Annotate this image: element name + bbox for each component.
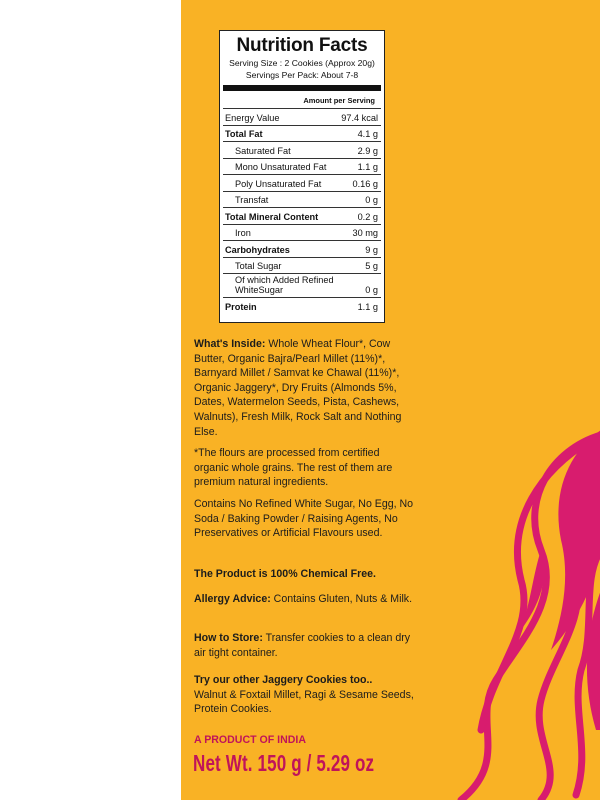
whats-inside-text: Whole Wheat Flour*, Cow Butter, Organic Bajra/Pearl Millet (11%)*, Barnyard Millet / Samvat ke Chawal (11%)*, Organic Jaggery*, Dry Fruits (Almonds 5%, Dates, Watermelon Seeds, Pista, Cashews, Walnuts), Fresh Milk, Rock Salt and Nothing Else. (194, 338, 402, 438)
nutrient-value: 30 mg (352, 228, 378, 238)
other-cookies-text: Walnut & Foxtail Millet, Ragi & Sesame Seeds, Protein Cookies. (194, 688, 414, 716)
whats-inside-paragraph (194, 337, 414, 439)
nutrition-row (223, 159, 381, 175)
net-weight: Net Wt. 150 g / 5.29 oz (193, 750, 375, 776)
nutrition-row (223, 241, 381, 258)
hair-illustration-icon (401, 430, 600, 800)
other-cookies (194, 673, 414, 717)
nutrient-label: Mono Unsaturated Fat (235, 162, 327, 172)
nutrient-value: 97.4 kcal (341, 113, 378, 123)
nutrient-label: Total Sugar (235, 261, 282, 271)
nutrient-value: 1.1 g (357, 302, 378, 312)
nutrient-label: Poly Unsaturated Fat (235, 179, 322, 189)
contains-no-paragraph: Contains No Refined White Sugar, No Egg, No Soda / Baking Powder / Raising Agents, No Preservatives or Artificial Flavours used. (194, 498, 414, 540)
nutrient-label: Transfat (235, 195, 269, 205)
storage-instructions (194, 631, 414, 660)
nutrition-row (223, 142, 381, 159)
nutrition-facts-label (219, 30, 385, 323)
other-cookies-label: Try our other Jaggery Cookies too.. (194, 674, 373, 686)
nutrient-value: 2.9 g (357, 146, 378, 156)
nutrient-value: 1.1 g (357, 162, 378, 172)
nutrient-value: 0.2 g (357, 212, 378, 222)
nutrient-label: Protein (225, 302, 257, 312)
whats-inside-label: What's Inside: (194, 338, 266, 350)
nutrient-value: 0 g (365, 195, 378, 205)
allergy-label: Allergy Advice: (194, 593, 271, 605)
nutrition-row (223, 109, 381, 126)
nutrient-value: 4.1 g (357, 129, 378, 139)
allergy-advice (194, 592, 414, 607)
nutrition-row (223, 298, 381, 314)
nutrient-label: Iron (235, 228, 251, 238)
nutrition-row (223, 208, 381, 225)
chemical-free-statement: The Product is 100% Chemical Free. (194, 568, 376, 580)
nutrition-row (223, 175, 381, 192)
nutrition-row (223, 192, 381, 208)
product-origin: A PRODUCT OF INDIA (194, 734, 307, 746)
servings-per-pack: Servings Per Pack: About 7-8 (245, 70, 359, 80)
nutrition-row (223, 225, 381, 241)
storage-text: Transfer cookies to a clean dry air tight container. (194, 632, 411, 659)
serving-size: Serving Size : 2 Cookies (Approx 20g) (229, 58, 375, 68)
amount-per-serving-header: Amount per Serving (223, 91, 381, 109)
nutrition-row (223, 274, 381, 298)
nutrient-label: Carbohydrates (225, 245, 290, 255)
nutrition-row (223, 258, 381, 274)
storage-label: How to Store: (194, 632, 263, 644)
nutrient-value: 0.16 g (352, 179, 378, 189)
allergy-text: Contains Gluten, Nuts & Milk. (270, 593, 413, 605)
nutrition-row (223, 126, 381, 142)
nutrient-value: 9 g (365, 245, 378, 255)
nutrient-label: Of which Added Refined WhiteSugar (235, 275, 334, 295)
nutrition-title: Nutrition Facts (236, 35, 368, 56)
nutrient-value: 5 g (365, 261, 378, 271)
nutrient-label: Saturated Fat (235, 146, 291, 156)
nutrition-rows (220, 109, 384, 314)
nutrient-label: Total Fat (225, 129, 263, 139)
nutrient-value: 0 g (365, 285, 378, 295)
nutrient-label: Energy Value (225, 113, 280, 123)
flours-note: *The flours are processed from certified organic whole grains. The rest of them are premium natural ingredients. (194, 447, 393, 489)
nutrient-label: Total Mineral Content (225, 212, 319, 222)
